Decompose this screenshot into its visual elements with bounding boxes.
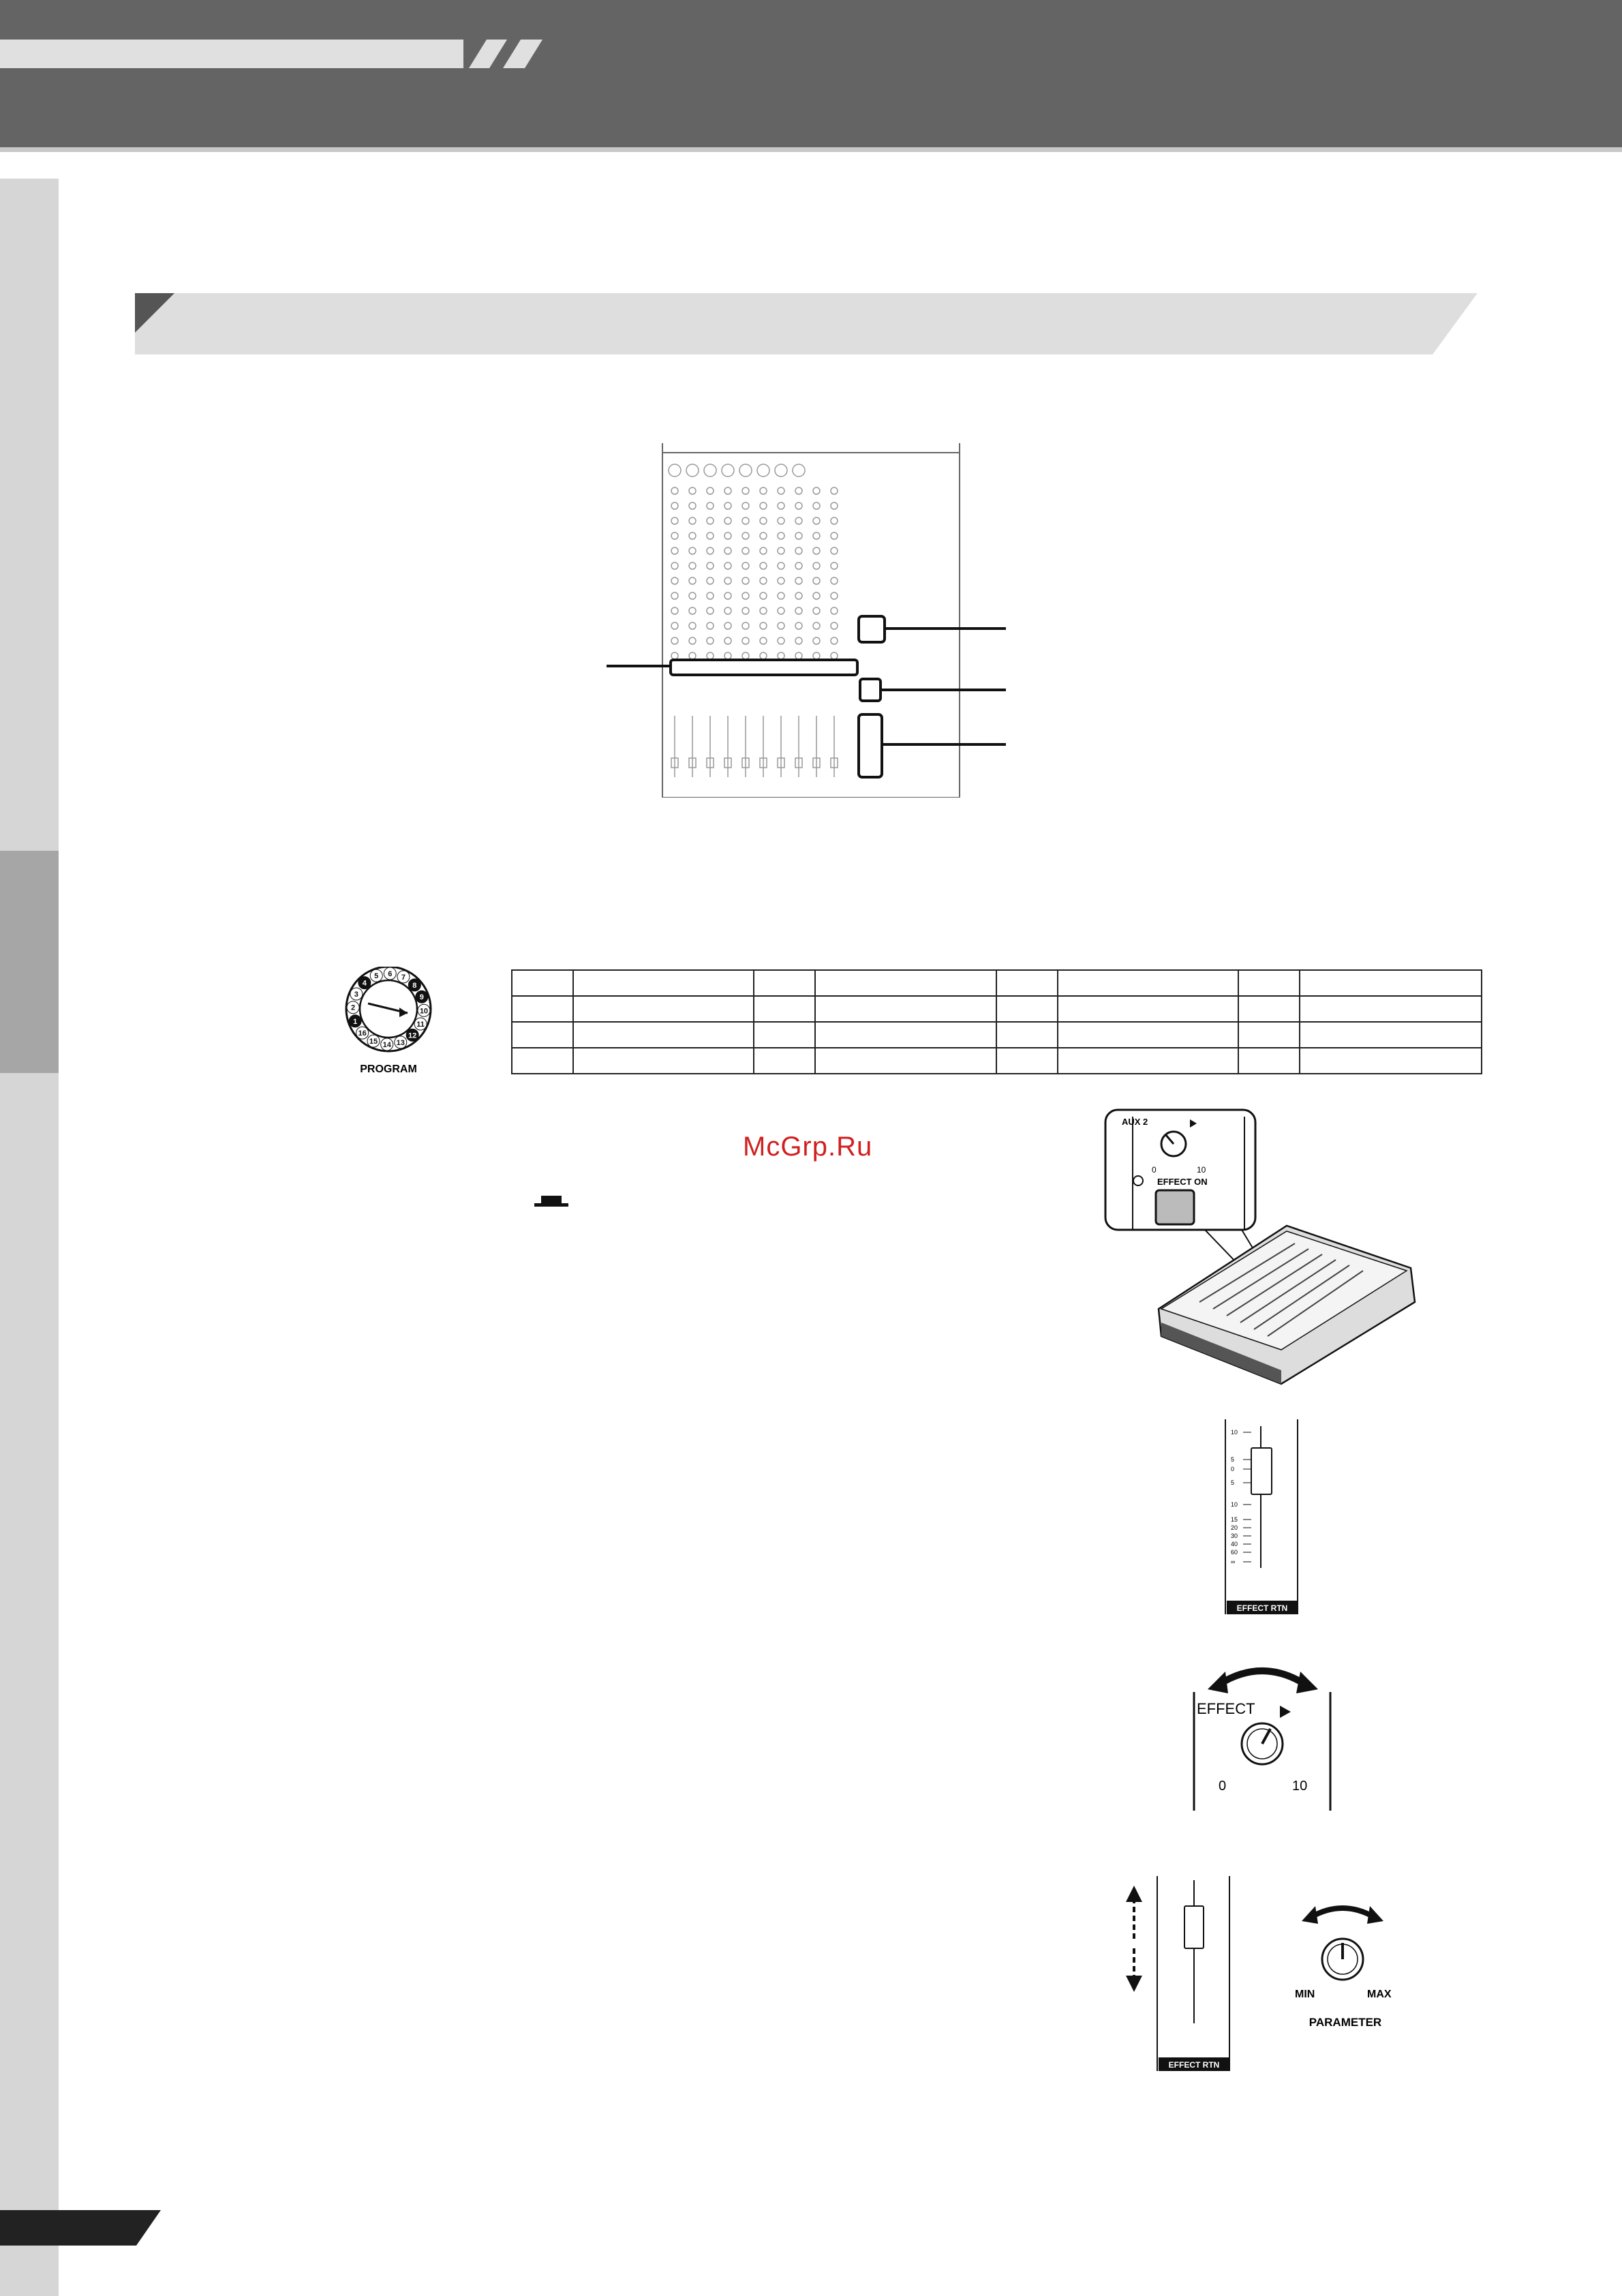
program-dial-label: PROGRAM — [360, 1063, 417, 1075]
mixer-knob-icon — [778, 562, 784, 569]
table-cell — [996, 996, 1058, 1022]
parameter-min-label: MIN — [1295, 1989, 1315, 2000]
mixer-knob-icon — [671, 502, 678, 509]
mixer-knob-icon — [689, 547, 696, 554]
aux-scale-min: 0 — [1152, 1165, 1157, 1175]
mixer-knob-icon — [760, 622, 767, 629]
mixer-knob-icon — [742, 622, 749, 629]
fader-scale-mark: 40 — [1231, 1541, 1238, 1547]
dial-number: 10 — [419, 1007, 429, 1016]
mixer-knob-icon — [689, 607, 696, 614]
mixer-knob-icon — [760, 487, 767, 494]
effect-on-led-icon — [1133, 1176, 1143, 1185]
mixer-knob-icon — [689, 532, 696, 539]
fader-scale-mark: 5 — [1231, 1456, 1235, 1463]
table-cell — [815, 1048, 996, 1074]
fader-scale-mark: 10 — [1231, 1429, 1238, 1436]
mixer-knob-icon — [760, 532, 767, 539]
table-cell — [1058, 996, 1239, 1022]
parameter-knob-label: PARAMETER — [1309, 2016, 1382, 2029]
mixer-knob-icon — [813, 532, 820, 539]
mixer-knob-icon — [689, 652, 696, 659]
mixer-knob-icon — [760, 592, 767, 599]
dial-number: 8 — [412, 981, 417, 990]
mixer-knob-icon — [813, 652, 820, 659]
fader-scale-mark: 60 — [1231, 1549, 1238, 1556]
mixer-knob-icon — [689, 487, 696, 494]
mixer-knob-icon — [813, 637, 820, 644]
table-cell — [573, 970, 754, 996]
mixer-knob-icon — [778, 547, 784, 554]
fader-scale-mark: 15 — [1231, 1516, 1238, 1523]
mixer-knob-icon — [724, 607, 731, 614]
mixer-knob-icon — [671, 487, 678, 494]
fader-knob — [1251, 1448, 1272, 1494]
mixer-knob-icon — [724, 562, 731, 569]
mixer-knob-icon — [760, 562, 767, 569]
mixer-knob-icon — [671, 637, 678, 644]
mixer-knob-icon — [813, 547, 820, 554]
mixer-knob-icon — [795, 622, 802, 629]
mixer-knob-icon — [689, 637, 696, 644]
table-cell — [815, 1022, 996, 1048]
mixer-knob-icon — [707, 502, 714, 509]
mixer-knob-icon — [742, 532, 749, 539]
mixer-knob-icon — [813, 592, 820, 599]
fader-scale-mark: 10 — [1231, 1501, 1238, 1508]
watermark-text: McGrp.Ru — [743, 1132, 873, 1162]
table-cell — [1300, 1022, 1482, 1048]
mixer-knob-icon — [778, 487, 784, 494]
mixer-knob-icon — [671, 652, 678, 659]
mixer-knob-icon — [707, 607, 714, 614]
mixer-knob-icon — [742, 547, 749, 554]
mixer-knob-icon — [742, 637, 749, 644]
mixer-input-jack-icon — [722, 464, 734, 477]
mixer-knob-icon — [724, 592, 731, 599]
mixer-knob-icon — [742, 592, 749, 599]
mixer-knob-icon — [671, 517, 678, 524]
mixer-knob-icon — [831, 577, 838, 584]
mixer-knob-icon — [742, 652, 749, 659]
table-cell — [573, 1048, 754, 1074]
table-cell — [996, 1048, 1058, 1074]
fader-scale-mark: ∞ — [1231, 1558, 1236, 1565]
mixer-knob-icon — [671, 592, 678, 599]
aux-scale-max: 10 — [1197, 1165, 1206, 1175]
mixer-input-jack-icon — [757, 464, 769, 477]
table-cell — [754, 996, 815, 1022]
mixer-knob-icon — [724, 532, 731, 539]
effect-knob-diagram — [1186, 1657, 1343, 1813]
mixer-knob-icon — [671, 562, 678, 569]
mixer-knob-icon — [724, 517, 731, 524]
table-row — [512, 996, 1482, 1022]
table-cell — [815, 996, 996, 1022]
effect-knob-min: 0 — [1219, 1779, 1227, 1794]
mixer-knob-icon — [831, 532, 838, 539]
table-cell — [1238, 996, 1300, 1022]
mixer-knob-icon — [724, 577, 731, 584]
mixer-knob-icon — [742, 487, 749, 494]
program-dial-diagram — [337, 967, 446, 1069]
table-cell — [512, 970, 573, 996]
dial-number: 5 — [374, 972, 379, 981]
mixer-knob-icon — [760, 607, 767, 614]
effect-knob-max: 10 — [1292, 1779, 1308, 1794]
table-cell — [1238, 970, 1300, 996]
dial-number: 7 — [401, 973, 406, 982]
mixer-knob-icon — [813, 607, 820, 614]
mixer-knob-icon — [831, 637, 838, 644]
table-cell — [512, 1022, 573, 1048]
table-cell — [754, 1048, 815, 1074]
button-glyph-icon — [533, 1194, 574, 1209]
dial-number: 13 — [396, 1038, 405, 1047]
mixer-knob-icon — [671, 547, 678, 554]
mixer-knob-icon — [831, 502, 838, 509]
mixer-input-jack-icon — [793, 464, 805, 477]
mixer-knob-icon — [795, 577, 802, 584]
table-row — [512, 970, 1482, 996]
fader-scale-mark: 30 — [1231, 1532, 1238, 1539]
mixer-knob-icon — [778, 607, 784, 614]
dial-number: 3 — [354, 991, 358, 999]
mixer-knob-icon — [707, 577, 714, 584]
mixer-knob-icon — [707, 487, 714, 494]
side-tab — [0, 851, 59, 1073]
parameter-max-label: MAX — [1367, 1989, 1392, 2000]
table-cell — [1058, 1022, 1239, 1048]
page-number-tab — [0, 2210, 164, 2246]
mixer-knob-icon — [760, 577, 767, 584]
dial-number: 14 — [382, 1040, 391, 1049]
mixer-knob-icon — [778, 577, 784, 584]
dial-number: 6 — [388, 970, 393, 979]
mixer-knob-icon — [707, 652, 714, 659]
mixer-knob-icon — [724, 622, 731, 629]
dial-number: 1 — [353, 1017, 358, 1026]
mixer-knob-icon — [795, 592, 802, 599]
mixer-knob-icon — [795, 547, 802, 554]
mixer-knob-icon — [707, 637, 714, 644]
mixer-knob-icon — [795, 532, 802, 539]
mixer-knob-icon — [671, 577, 678, 584]
fader-scale-mark: 5 — [1231, 1479, 1235, 1486]
mixer-knob-icon — [707, 592, 714, 599]
mixer-knob-icon — [778, 532, 784, 539]
mixer-knob-icon — [813, 562, 820, 569]
mixer-knob-icon — [689, 502, 696, 509]
table-cell — [1058, 970, 1239, 996]
mixer-knob-icon — [742, 577, 749, 584]
mixer-input-jack-icon — [669, 464, 681, 477]
mixer-knob-icon — [813, 502, 820, 509]
mixer-knob-icon — [760, 652, 767, 659]
table-row — [512, 1048, 1482, 1074]
mixer-knob-icon — [742, 517, 749, 524]
mixer-knob-icon — [813, 517, 820, 524]
mixer-knob-icon — [795, 562, 802, 569]
table-row — [512, 1022, 1482, 1048]
fader-scale-mark: 20 — [1231, 1524, 1238, 1531]
mixer-knob-icon — [795, 637, 802, 644]
mixer-knob-icon — [760, 637, 767, 644]
effect-knob-label: EFFECT — [1197, 1700, 1255, 1717]
mixer-knob-icon — [742, 562, 749, 569]
mixer-knob-icon — [689, 622, 696, 629]
mixer-knob-icon — [707, 532, 714, 539]
mixer-input-jack-icon — [739, 464, 752, 477]
mixer-knob-icon — [813, 622, 820, 629]
mixer-knob-icon — [671, 532, 678, 539]
mixer-knob-icon — [831, 487, 838, 494]
parameter-knob-diagram — [1288, 1894, 1397, 2037]
table-cell — [996, 970, 1058, 996]
down-arrow-icon — [1126, 1976, 1142, 1992]
table-cell — [815, 970, 996, 996]
table-cell — [754, 970, 815, 996]
table-cell — [1058, 1048, 1239, 1074]
aux-label: AUX 2 — [1122, 1117, 1148, 1127]
table-cell — [1238, 1022, 1300, 1048]
table-cell — [573, 1022, 754, 1048]
mixer-knob-icon — [778, 592, 784, 599]
mixer-knob-icon — [689, 517, 696, 524]
side-strip — [0, 179, 59, 2296]
dial-number: 11 — [416, 1020, 425, 1029]
mixer-knob-icon — [724, 637, 731, 644]
up-arrow-icon — [1126, 1886, 1142, 1902]
effect-on-button — [1156, 1190, 1194, 1224]
mixer-top-view-diagram — [607, 443, 1015, 798]
mixer-input-jack-icon — [704, 464, 716, 477]
mixer-knob-icon — [813, 487, 820, 494]
mixer-knob-icon — [778, 502, 784, 509]
mixer-knob-icon — [724, 652, 731, 659]
mixer-knob-icon — [778, 622, 784, 629]
small-effect-rtn-fader — [1124, 1873, 1240, 2071]
table-cell — [1300, 996, 1482, 1022]
mixer-knob-icon — [742, 607, 749, 614]
header-underline — [0, 147, 1622, 152]
mixer-knob-icon — [795, 517, 802, 524]
dial-number: 16 — [358, 1029, 367, 1038]
mixer-knob-icon — [671, 607, 678, 614]
mixer-knob-icon — [795, 652, 802, 659]
mixer-knob-icon — [778, 517, 784, 524]
mixer-knob-icon — [724, 547, 731, 554]
mixer-knob-icon — [778, 652, 784, 659]
header-band — [0, 0, 1622, 151]
dial-number: 9 — [419, 993, 424, 1002]
table-cell — [512, 1048, 573, 1074]
table-cell — [1300, 1048, 1482, 1074]
effect-on-label: EFFECT ON — [1157, 1177, 1208, 1187]
mixer-knob-icon — [795, 607, 802, 614]
mixer-knob-icon — [724, 502, 731, 509]
mixer-knob-icon — [707, 622, 714, 629]
mixer-input-jack-icon — [775, 464, 787, 477]
mixer-knob-icon — [689, 562, 696, 569]
table-cell — [1300, 970, 1482, 996]
table-cell — [573, 996, 754, 1022]
mixer-knob-icon — [724, 487, 731, 494]
mixer-knob-icon — [689, 577, 696, 584]
mixer-knob-icon — [742, 502, 749, 509]
aux-effect-on-illustration — [1090, 1104, 1431, 1391]
header-slashes — [463, 40, 559, 68]
mixer-knob-icon — [831, 652, 838, 659]
table-cell — [512, 996, 573, 1022]
mixer-knob-icon — [831, 517, 838, 524]
effect-program-table — [511, 969, 1482, 1074]
table-cell — [754, 1022, 815, 1048]
table-cell — [1238, 1048, 1300, 1074]
mixer-knob-icon — [831, 547, 838, 554]
small-fader-label: EFFECT RTN — [1168, 2060, 1220, 2070]
fader-label: EFFECT RTN — [1236, 1603, 1288, 1613]
mixer-knob-icon — [760, 502, 767, 509]
dial-number: 12 — [408, 1031, 417, 1040]
mixer-knob-icon — [831, 607, 838, 614]
mixer-knob-icon — [760, 547, 767, 554]
mixer-knob-icon — [813, 577, 820, 584]
effect-rtn-fader — [1220, 1419, 1309, 1617]
mixer-knob-icon — [831, 562, 838, 569]
mixer-knob-icon — [778, 637, 784, 644]
table-cell — [996, 1022, 1058, 1048]
mixer-knob-icon — [707, 547, 714, 554]
mixer-knob-icon — [671, 622, 678, 629]
dial-number: 4 — [362, 979, 367, 988]
mixer-knob-icon — [795, 502, 802, 509]
mixer-knob-icon — [707, 562, 714, 569]
mixer-knob-icon — [795, 487, 802, 494]
mixer-knob-icon — [831, 592, 838, 599]
header-stripe — [0, 40, 463, 68]
mixer-knob-icon — [689, 592, 696, 599]
fader-scale-mark: 0 — [1231, 1466, 1235, 1472]
mixer-knob-icon — [707, 517, 714, 524]
dial-number: 2 — [350, 1003, 356, 1012]
mixer-input-jack-icon — [686, 464, 699, 477]
mixer-knob-icon — [760, 517, 767, 524]
section-heading-bar — [135, 293, 1478, 354]
dial-number: 15 — [369, 1038, 378, 1046]
mixer-knob-icon — [831, 622, 838, 629]
